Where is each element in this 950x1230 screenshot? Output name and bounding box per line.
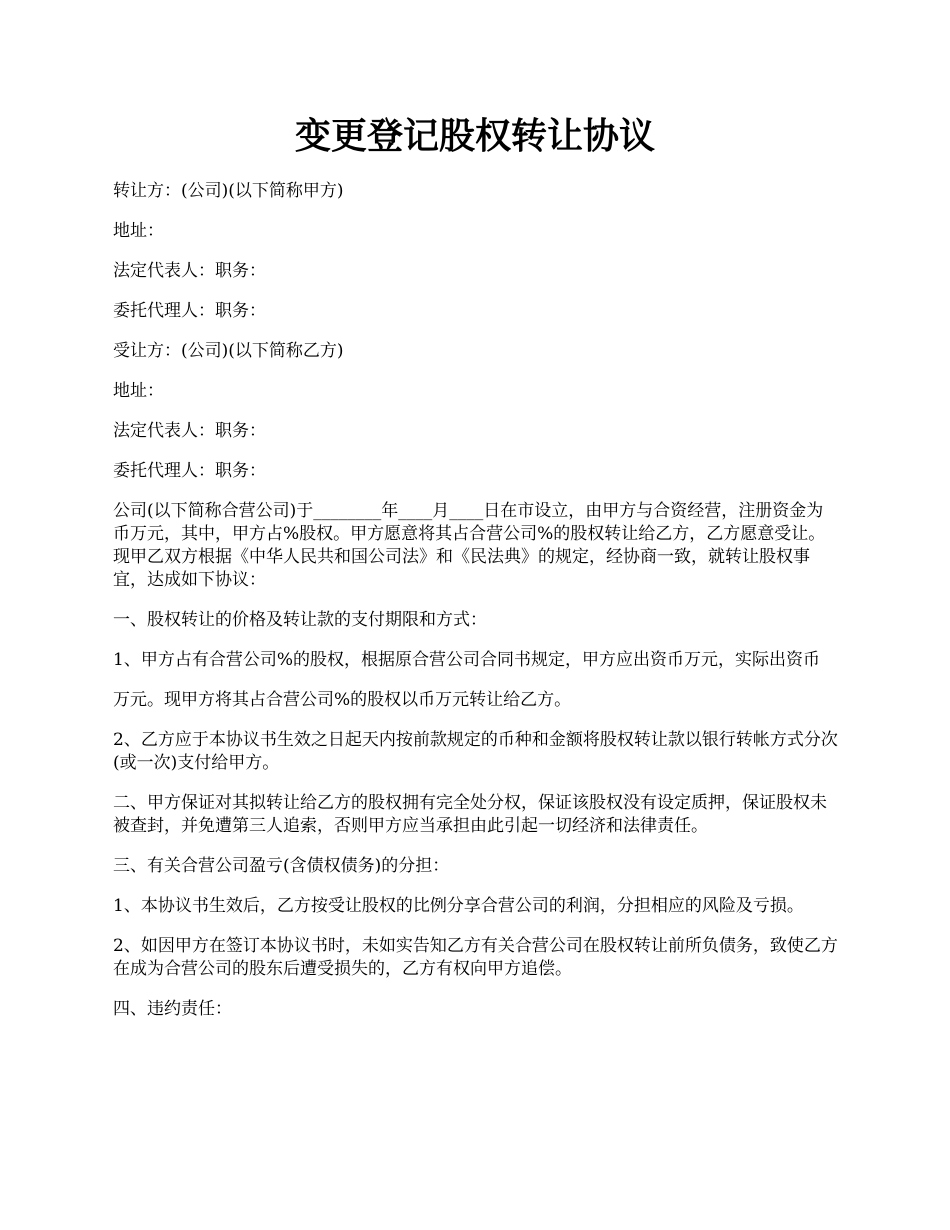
clause-1-1: 1、甲方占有合营公司%的股权，根据原合营公司合同书规定，甲方应出资币万元，实际出资币 (113, 650, 820, 670)
paragraph-agent-b: 委托代理人：职务： (113, 461, 266, 481)
paragraph-agent-a: 委托代理人：职务： (113, 301, 266, 321)
clause-3-2: 2、如因甲方在签订本协议书时，未如实告知乙方有关合营公司在股权转让前所负债务，致使乙方在成为合营公司的股东后遭受损失的，乙方有权向甲方追偿。 (113, 936, 838, 979)
paragraph-transferor: 转让方：(公司)(以下简称甲方) (113, 181, 344, 201)
section-heading-3: 三、有关合营公司盈亏(含债权债务)的分担： (113, 856, 450, 876)
paragraph-address-a: 地址： (113, 221, 164, 241)
section-2: 二、甲方保证对其拟转让给乙方的股权拥有完全处分权，保证该股权没有设定质押，保证股权未被查封，并免遭第三人追索，否则甲方应当承担由此引起一切经济和法律责任。 (113, 793, 827, 836)
paragraph-legal-rep-a: 法定代表人：职务： (113, 261, 266, 281)
clause-1-2: 2、乙方应于本协议书生效之日起天内按前款规定的币种和金额将股权转让款以银行转帐方式分次(或一次)支付给甲方。 (113, 730, 838, 773)
paragraph-preamble: 公司(以下简称合营公司)于________年____月____日在市设立，由甲方与合资经营，注册资金为币万元，其中，甲方占%股权。甲方愿意将其占合营公司%的股权转让给乙方，乙方愿意受让。现甲乙双方根据《中华人民共和国公司法》和《民法典》的规定，经协商一致，就转让股权事宜，达成如下协议： (113, 501, 826, 590)
paragraph-transferee: 受让方：(公司)(以下简称乙方) (113, 341, 344, 361)
paragraph-address-b: 地址： (113, 381, 164, 401)
section-heading-1: 一、股权转让的价格及转让款的支付期限和方式： (113, 610, 487, 630)
clause-3-1: 1、本协议书生效后，乙方按受让股权的比例分享合营公司的利润，分担相应的风险及亏损。 (113, 896, 804, 916)
clause-1-1-continued: 万元。现甲方将其占合营公司%的股权以币万元转让给乙方。 (113, 690, 572, 710)
paragraph-legal-rep-b: 法定代表人：职务： (113, 421, 266, 441)
document-title: 变更登记股权转让协议 (294, 115, 655, 157)
document-body (113, 180, 839, 1038)
section-heading-4: 四、违约责任： (113, 999, 232, 1019)
